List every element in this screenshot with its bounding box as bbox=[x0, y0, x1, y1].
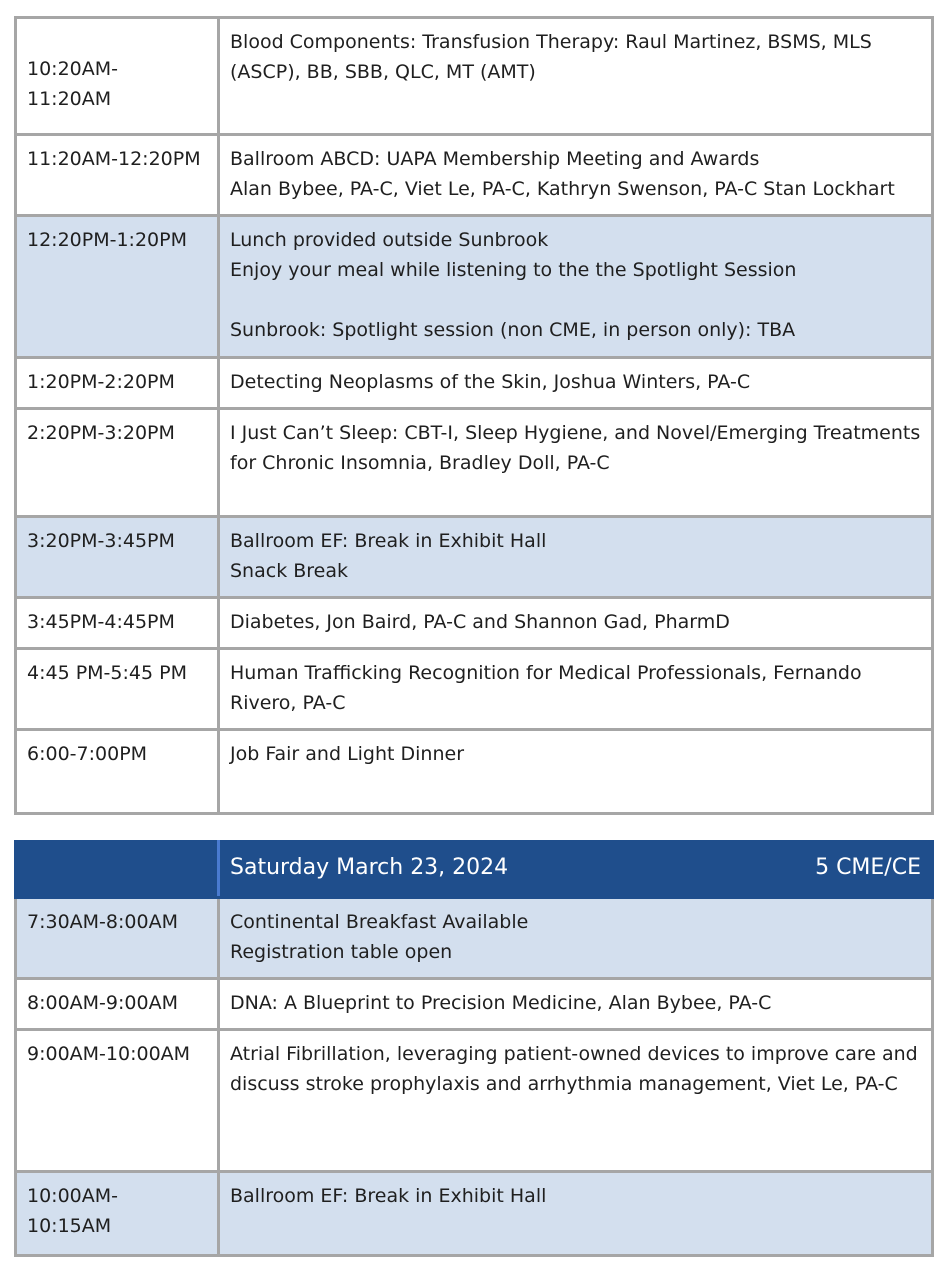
session-cell bbox=[219, 649, 933, 730]
time-cell bbox=[16, 216, 219, 358]
time-cell bbox=[16, 730, 219, 814]
time-cell bbox=[16, 1172, 219, 1256]
time-cell bbox=[16, 517, 219, 598]
schedule-row bbox=[16, 358, 933, 409]
time-range: 6:00-7:00PM bbox=[27, 743, 148, 765]
schedule-row bbox=[16, 409, 933, 517]
time-cell bbox=[16, 979, 219, 1030]
time-range: 1:20PM-2:20PM bbox=[27, 371, 175, 393]
session-cell bbox=[219, 135, 933, 216]
session-text: Detecting Neoplasms of the Skin, Joshua Winters, PA-C bbox=[230, 371, 751, 393]
session-cell bbox=[219, 517, 933, 598]
time-range: 7:30AM-8:00AM bbox=[27, 911, 178, 933]
session-cell bbox=[219, 979, 933, 1030]
time-range: 12:20PM-1:20PM bbox=[27, 229, 187, 251]
time-cell bbox=[16, 649, 219, 730]
time-range: 2:20PM-3:20PM bbox=[27, 422, 175, 444]
time-cell bbox=[16, 409, 219, 517]
session-cell bbox=[219, 1030, 933, 1172]
session-text: Diabetes, Jon Baird, PA-C and Shannon Gad, PharmD bbox=[230, 611, 730, 633]
schedule-row bbox=[16, 1030, 933, 1172]
time-range: 10:00AM- 10:15AM bbox=[27, 1185, 119, 1237]
day-date-label: Saturday March 23, 2024 bbox=[230, 855, 509, 880]
schedule-row bbox=[16, 898, 933, 979]
time-range: 4:45 PM-5:45 PM bbox=[27, 662, 187, 684]
friday-schedule-table bbox=[14, 16, 934, 815]
session-text: Registration table open bbox=[230, 941, 453, 963]
session-text: Continental Breakfast Available bbox=[230, 911, 529, 933]
session-text: Snack Break bbox=[230, 560, 348, 582]
schedule-row bbox=[16, 730, 933, 814]
session-cell bbox=[219, 1172, 933, 1256]
time-cell bbox=[16, 135, 219, 216]
schedule-row bbox=[16, 517, 933, 598]
session-text: Alan Bybee, PA-C, Viet Le, PA-C, Kathryn Swenson, PA-C Stan Lockhart bbox=[230, 178, 895, 200]
time-range: 8:00AM-9:00AM bbox=[27, 992, 178, 1014]
header-cell bbox=[219, 842, 933, 898]
schedule-row bbox=[16, 1172, 933, 1256]
session-text: Atrial Fibrillation, leveraging patient-owned devices to improve care and discuss stroke prophylaxis and arrhythmia management, Viet Le, PA-C bbox=[230, 1043, 918, 1095]
time-range: 9:00AM-10:00AM bbox=[27, 1043, 191, 1065]
session-cell bbox=[219, 358, 933, 409]
session-text: Lunch provided outside Sunbrook bbox=[230, 229, 549, 251]
saturday-schedule-table bbox=[14, 840, 934, 1257]
time-range: 3:45PM-4:45PM bbox=[27, 611, 175, 633]
header-blank-cell bbox=[16, 842, 219, 898]
schedule-row bbox=[16, 18, 933, 135]
schedule-row bbox=[16, 216, 933, 358]
session-cell bbox=[219, 730, 933, 814]
time-cell bbox=[16, 1030, 219, 1172]
session-cell bbox=[219, 409, 933, 517]
credits-label: 5 CME/CE bbox=[815, 855, 921, 880]
time-range: 11:20AM-12:20PM bbox=[27, 148, 201, 170]
session-cell bbox=[219, 216, 933, 358]
session-text: Blood Components: Transfusion Therapy: Raul Martinez, BSMS, MLS (ASCP), BB, SBB, QLC, MT (AMT) bbox=[230, 31, 872, 83]
session-text: I Just Can’t Sleep: CBT-I, Sleep Hygiene, and Novel/Emerging Treatments for Chronic Insomnia, Bradley Doll, PA-C bbox=[230, 422, 921, 474]
schedule-row bbox=[16, 979, 933, 1030]
spacer bbox=[230, 285, 921, 315]
session-cell bbox=[219, 18, 933, 135]
session-text: Ballroom ABCD: UAPA Membership Meeting and Awards bbox=[230, 148, 760, 170]
time-cell bbox=[16, 358, 219, 409]
session-cell bbox=[219, 598, 933, 649]
session-cell bbox=[219, 898, 933, 979]
schedule-row bbox=[16, 598, 933, 649]
time-range: 10:20AM- 11:20AM bbox=[27, 58, 119, 110]
schedule-row bbox=[16, 649, 933, 730]
schedule-row bbox=[16, 135, 933, 216]
session-text: Ballroom EF: Break in Exhibit Hall bbox=[230, 1185, 547, 1207]
session-text: Ballroom EF: Break in Exhibit Hall bbox=[230, 530, 547, 552]
time-cell bbox=[16, 898, 219, 979]
session-text: Sunbrook: Spotlight session (non CME, in person only): TBA bbox=[230, 319, 796, 341]
time-cell bbox=[16, 598, 219, 649]
session-text: Human Trafficking Recognition for Medical Professionals, Fernando Rivero, PA-C bbox=[230, 662, 862, 714]
day-header-row bbox=[16, 842, 933, 898]
session-text: Job Fair and Light Dinner bbox=[230, 743, 465, 765]
time-range: 3:20PM-3:45PM bbox=[27, 530, 175, 552]
session-text: DNA: A Blueprint to Precision Medicine, Alan Bybee, PA-C bbox=[230, 992, 772, 1014]
time-cell bbox=[16, 18, 219, 135]
session-text: Enjoy your meal while listening to the the Spotlight Session bbox=[230, 259, 797, 281]
